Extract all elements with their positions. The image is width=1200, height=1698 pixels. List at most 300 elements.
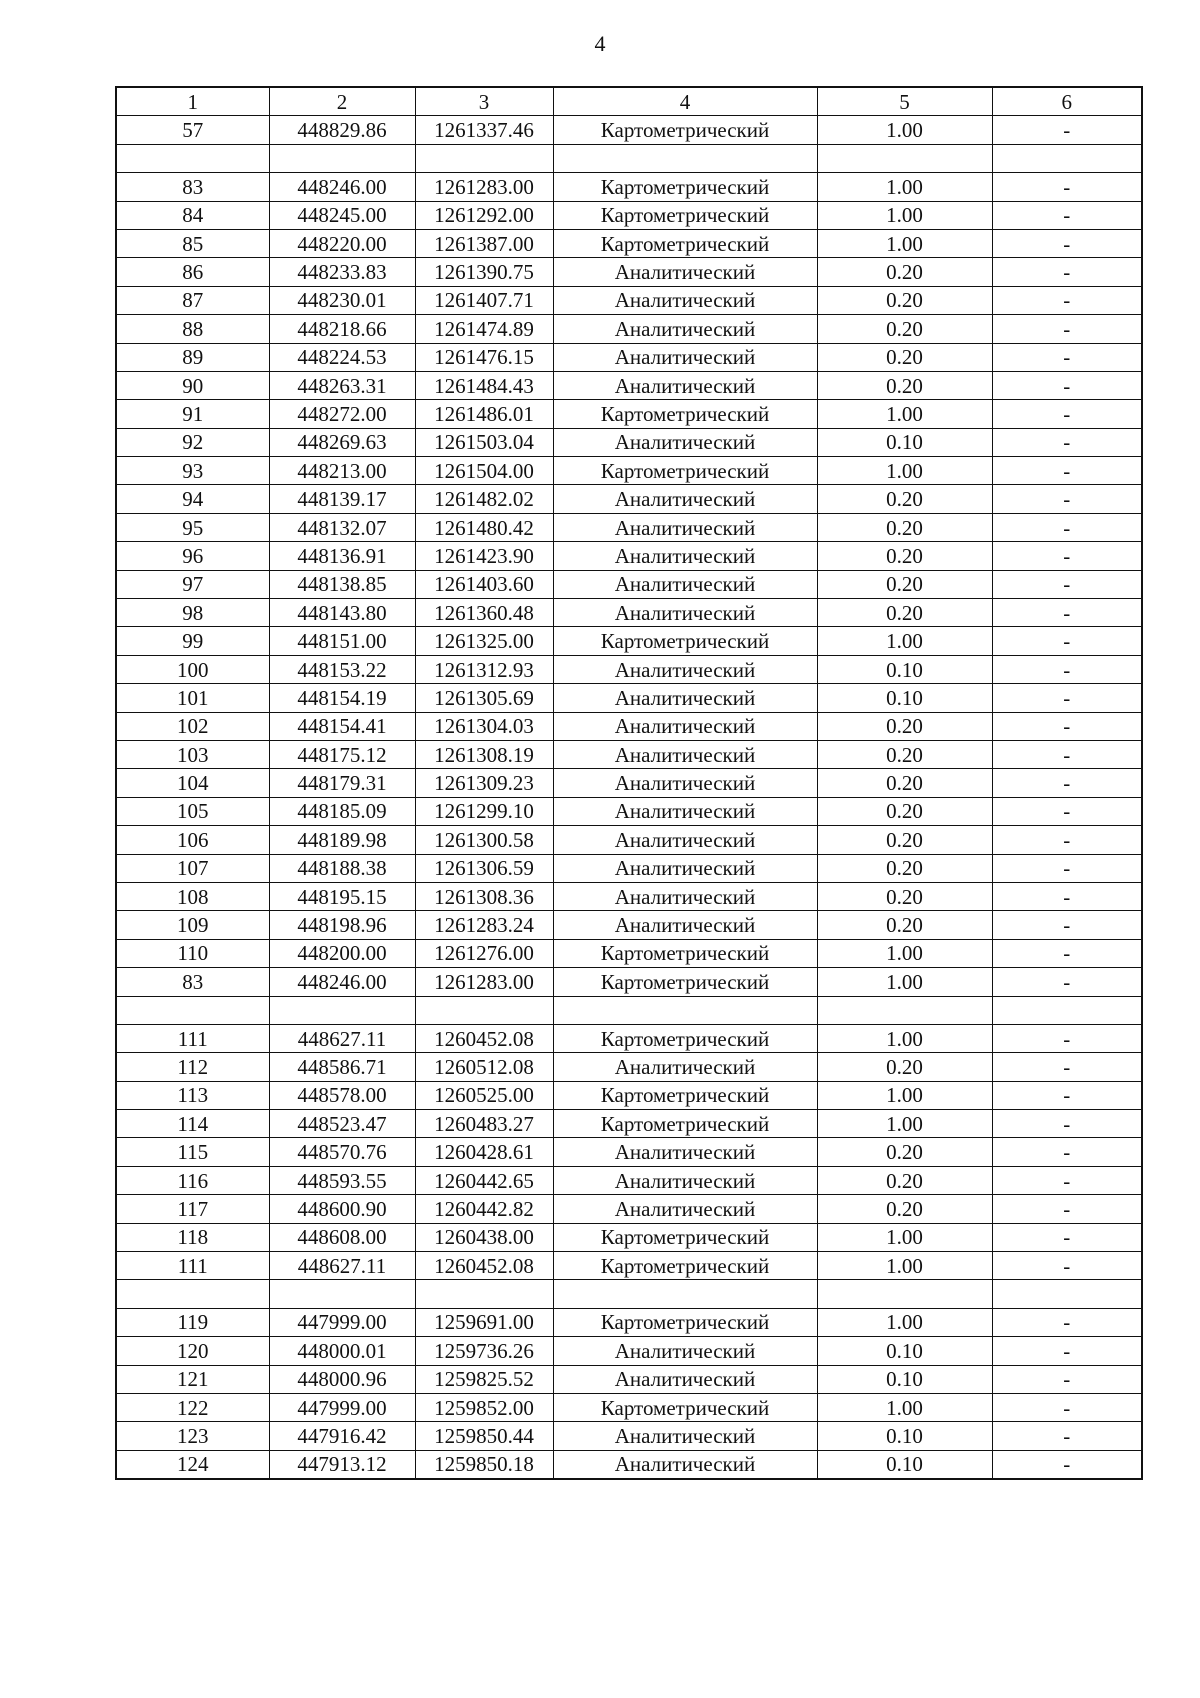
cell-point-number: 123	[116, 1422, 269, 1450]
table-row	[116, 116, 1142, 144]
cell-accuracy: 0.20	[817, 570, 992, 598]
cell-note: -	[992, 1450, 1142, 1479]
cell-method: Аналитический	[553, 428, 817, 456]
cell-x-coordinate: 448195.15	[269, 882, 415, 910]
cell-x-coordinate	[269, 996, 415, 1024]
table-row	[116, 371, 1142, 399]
table-row	[116, 457, 1142, 485]
cell-point-number: 90	[116, 371, 269, 399]
cell-point-number: 96	[116, 542, 269, 570]
cell-y-coordinate: 1261387.00	[415, 229, 553, 257]
cell-x-coordinate: 448269.63	[269, 428, 415, 456]
cell-y-coordinate: 1260452.08	[415, 1024, 553, 1052]
cell-y-coordinate: 1260442.82	[415, 1195, 553, 1223]
cell-note: -	[992, 315, 1142, 343]
cell-x-coordinate: 447913.12	[269, 1450, 415, 1479]
cell-x-coordinate: 448213.00	[269, 457, 415, 485]
cell-note: -	[992, 400, 1142, 428]
cell-note: -	[992, 684, 1142, 712]
cell-point-number: 95	[116, 513, 269, 541]
cell-point-number: 105	[116, 797, 269, 825]
table-row	[116, 968, 1142, 996]
cell-y-coordinate: 1261292.00	[415, 201, 553, 229]
cell-method: Аналитический	[553, 712, 817, 740]
cell-method: Картометрический	[553, 1081, 817, 1109]
table-row	[116, 911, 1142, 939]
cell-method: Аналитический	[553, 1450, 817, 1479]
cell-note: -	[992, 1024, 1142, 1052]
cell-accuracy	[817, 144, 992, 172]
table-separator-row	[116, 996, 1142, 1024]
cell-accuracy: 0.20	[817, 1166, 992, 1194]
cell-x-coordinate: 448627.11	[269, 1252, 415, 1280]
cell-note: -	[992, 1138, 1142, 1166]
cell-x-coordinate: 448175.12	[269, 740, 415, 768]
cell-accuracy: 1.00	[817, 400, 992, 428]
cell-y-coordinate: 1261283.24	[415, 911, 553, 939]
cell-x-coordinate: 448185.09	[269, 797, 415, 825]
cell-method: Картометрический	[553, 457, 817, 485]
cell-y-coordinate: 1260525.00	[415, 1081, 553, 1109]
cell-y-coordinate: 1261337.46	[415, 116, 553, 144]
cell-accuracy: 0.20	[817, 769, 992, 797]
cell-method: Картометрический	[553, 201, 817, 229]
cell-note: -	[992, 1365, 1142, 1393]
cell-method: Аналитический	[553, 570, 817, 598]
cell-note: -	[992, 1393, 1142, 1421]
cell-x-coordinate: 448246.00	[269, 173, 415, 201]
cell-method: Аналитический	[553, 513, 817, 541]
table-row	[116, 513, 1142, 541]
cell-x-coordinate: 448586.71	[269, 1053, 415, 1081]
cell-note: -	[992, 229, 1142, 257]
cell-accuracy: 1.00	[817, 1024, 992, 1052]
cell-note: -	[992, 854, 1142, 882]
table-row	[116, 769, 1142, 797]
cell-accuracy: 0.20	[817, 1195, 992, 1223]
table-row	[116, 400, 1142, 428]
header-cell-3: 3	[415, 87, 553, 116]
cell-note: -	[992, 769, 1142, 797]
cell-y-coordinate: 1261480.42	[415, 513, 553, 541]
cell-note: -	[992, 1337, 1142, 1365]
cell-accuracy: 0.20	[817, 797, 992, 825]
cell-method: Картометрический	[553, 939, 817, 967]
table-row	[116, 627, 1142, 655]
cell-accuracy: 0.10	[817, 428, 992, 456]
cell-accuracy: 0.20	[817, 542, 992, 570]
cell-accuracy: 1.00	[817, 1393, 992, 1421]
cell-y-coordinate: 1261308.19	[415, 740, 553, 768]
cell-x-coordinate: 448189.98	[269, 826, 415, 854]
cell-method: Аналитический	[553, 371, 817, 399]
cell-y-coordinate: 1261476.15	[415, 343, 553, 371]
cell-y-coordinate: 1260438.00	[415, 1223, 553, 1251]
cell-y-coordinate: 1261325.00	[415, 627, 553, 655]
cell-x-coordinate: 448154.41	[269, 712, 415, 740]
table-row	[116, 570, 1142, 598]
cell-accuracy: 1.00	[817, 229, 992, 257]
cell-point-number: 111	[116, 1252, 269, 1280]
cell-y-coordinate: 1261403.60	[415, 570, 553, 598]
cell-note: -	[992, 1422, 1142, 1450]
cell-x-coordinate: 448593.55	[269, 1166, 415, 1194]
cell-x-coordinate: 448570.76	[269, 1138, 415, 1166]
table-row	[116, 485, 1142, 513]
cell-method: Картометрический	[553, 1024, 817, 1052]
cell-accuracy: 0.20	[817, 911, 992, 939]
cell-point-number: 83	[116, 968, 269, 996]
cell-x-coordinate: 448600.90	[269, 1195, 415, 1223]
table-row	[116, 315, 1142, 343]
cell-method: Аналитический	[553, 854, 817, 882]
cell-point-number: 114	[116, 1110, 269, 1138]
cell-accuracy: 1.00	[817, 627, 992, 655]
table-row	[116, 1422, 1142, 1450]
cell-point-number: 122	[116, 1393, 269, 1421]
cell-x-coordinate: 448218.66	[269, 315, 415, 343]
cell-y-coordinate: 1261484.43	[415, 371, 553, 399]
cell-accuracy: 0.20	[817, 286, 992, 314]
cell-method: Аналитический	[553, 1053, 817, 1081]
cell-y-coordinate: 1261304.03	[415, 712, 553, 740]
cell-accuracy: 0.20	[817, 485, 992, 513]
cell-y-coordinate: 1261309.23	[415, 769, 553, 797]
cell-y-coordinate: 1261390.75	[415, 258, 553, 286]
cell-method	[553, 1280, 817, 1308]
cell-x-coordinate: 448151.00	[269, 627, 415, 655]
cell-note: -	[992, 371, 1142, 399]
cell-accuracy: 0.20	[817, 1138, 992, 1166]
cell-y-coordinate: 1259825.52	[415, 1365, 553, 1393]
cell-x-coordinate: 448233.83	[269, 258, 415, 286]
cell-y-coordinate: 1261407.71	[415, 286, 553, 314]
cell-note: -	[992, 740, 1142, 768]
cell-note: -	[992, 116, 1142, 144]
cell-point-number: 115	[116, 1138, 269, 1166]
cell-method: Картометрический	[553, 1252, 817, 1280]
cell-method: Аналитический	[553, 286, 817, 314]
table-separator-row	[116, 144, 1142, 172]
cell-point-number: 124	[116, 1450, 269, 1479]
cell-y-coordinate: 1259691.00	[415, 1308, 553, 1336]
cell-method: Аналитический	[553, 1337, 817, 1365]
table-row	[116, 1110, 1142, 1138]
cell-x-coordinate: 448200.00	[269, 939, 415, 967]
cell-note: -	[992, 258, 1142, 286]
cell-point-number: 119	[116, 1308, 269, 1336]
cell-accuracy: 1.00	[817, 1081, 992, 1109]
cell-point-number: 108	[116, 882, 269, 910]
cell-y-coordinate: 1261312.93	[415, 655, 553, 683]
cell-point-number: 97	[116, 570, 269, 598]
cell-x-coordinate: 448000.96	[269, 1365, 415, 1393]
cell-point-number	[116, 1280, 269, 1308]
cell-x-coordinate: 447999.00	[269, 1393, 415, 1421]
table-row	[116, 1024, 1142, 1052]
cell-note: -	[992, 485, 1142, 513]
cell-point-number: 103	[116, 740, 269, 768]
cell-accuracy: 1.00	[817, 1252, 992, 1280]
table-row	[116, 882, 1142, 910]
cell-y-coordinate: 1261423.90	[415, 542, 553, 570]
cell-accuracy	[817, 996, 992, 1024]
cell-accuracy: 0.20	[817, 315, 992, 343]
cell-method: Аналитический	[553, 1166, 817, 1194]
cell-x-coordinate	[269, 1280, 415, 1308]
cell-point-number: 121	[116, 1365, 269, 1393]
cell-method: Картометрический	[553, 1110, 817, 1138]
cell-y-coordinate: 1261308.36	[415, 882, 553, 910]
cell-y-coordinate: 1260428.61	[415, 1138, 553, 1166]
table-row	[116, 655, 1142, 683]
cell-note	[992, 144, 1142, 172]
cell-note: -	[992, 797, 1142, 825]
cell-method: Аналитический	[553, 797, 817, 825]
cell-y-coordinate: 1261300.58	[415, 826, 553, 854]
cell-note: -	[992, 599, 1142, 627]
table-row	[116, 173, 1142, 201]
cell-x-coordinate: 448138.85	[269, 570, 415, 598]
cell-accuracy: 0.20	[817, 712, 992, 740]
cell-point-number: 106	[116, 826, 269, 854]
table-row	[116, 1365, 1142, 1393]
table-row	[116, 854, 1142, 882]
cell-point-number: 101	[116, 684, 269, 712]
table-row	[116, 939, 1142, 967]
cell-y-coordinate: 1261504.00	[415, 457, 553, 485]
cell-method: Аналитический	[553, 769, 817, 797]
header-cell-4: 4	[553, 87, 817, 116]
cell-y-coordinate: 1259850.18	[415, 1450, 553, 1479]
cell-method: Аналитический	[553, 740, 817, 768]
cell-method: Аналитический	[553, 315, 817, 343]
cell-point-number: 111	[116, 1024, 269, 1052]
cell-x-coordinate: 448179.31	[269, 769, 415, 797]
cell-accuracy: 0.20	[817, 740, 992, 768]
cell-accuracy: 1.00	[817, 939, 992, 967]
cell-y-coordinate: 1259850.44	[415, 1422, 553, 1450]
table-row	[116, 1138, 1142, 1166]
cell-point-number: 84	[116, 201, 269, 229]
table-row	[116, 1393, 1142, 1421]
cell-method: Аналитический	[553, 655, 817, 683]
cell-x-coordinate: 448246.00	[269, 968, 415, 996]
cell-method: Аналитический	[553, 343, 817, 371]
table-row	[116, 201, 1142, 229]
cell-accuracy: 0.20	[817, 258, 992, 286]
cell-note: -	[992, 1195, 1142, 1223]
cell-accuracy: 1.00	[817, 1308, 992, 1336]
cell-point-number: 112	[116, 1053, 269, 1081]
table-separator-row	[116, 1280, 1142, 1308]
cell-note: -	[992, 343, 1142, 371]
cell-point-number	[116, 996, 269, 1024]
cell-y-coordinate: 1260483.27	[415, 1110, 553, 1138]
cell-note: -	[992, 1252, 1142, 1280]
cell-y-coordinate: 1261503.04	[415, 428, 553, 456]
cell-method: Аналитический	[553, 542, 817, 570]
table-row	[116, 1223, 1142, 1251]
cell-point-number: 94	[116, 485, 269, 513]
cell-method: Аналитический	[553, 882, 817, 910]
cell-x-coordinate: 448230.01	[269, 286, 415, 314]
cell-y-coordinate	[415, 996, 553, 1024]
cell-method: Аналитический	[553, 1365, 817, 1393]
cell-note: -	[992, 911, 1142, 939]
cell-point-number: 91	[116, 400, 269, 428]
cell-point-number: 107	[116, 854, 269, 882]
cell-point-number: 109	[116, 911, 269, 939]
table-row	[116, 1252, 1142, 1280]
header-cell-1: 1	[116, 87, 269, 116]
cell-accuracy: 1.00	[817, 457, 992, 485]
cell-accuracy: 1.00	[817, 116, 992, 144]
table-row	[116, 826, 1142, 854]
cell-note: -	[992, 712, 1142, 740]
cell-method: Картометрический	[553, 1308, 817, 1336]
cell-point-number: 99	[116, 627, 269, 655]
cell-note: -	[992, 542, 1142, 570]
cell-x-coordinate: 448136.91	[269, 542, 415, 570]
cell-x-coordinate: 448245.00	[269, 201, 415, 229]
table-row	[116, 229, 1142, 257]
cell-note: -	[992, 457, 1142, 485]
cell-accuracy: 0.10	[817, 684, 992, 712]
table-row	[116, 542, 1142, 570]
table-row	[116, 712, 1142, 740]
cell-method: Аналитический	[553, 485, 817, 513]
cell-accuracy: 0.10	[817, 1422, 992, 1450]
table-body	[116, 87, 1142, 1479]
cell-accuracy: 0.10	[817, 655, 992, 683]
page-number: 4	[594, 31, 606, 56]
cell-y-coordinate: 1261486.01	[415, 400, 553, 428]
cell-method: Аналитический	[553, 911, 817, 939]
cell-method	[553, 144, 817, 172]
cell-y-coordinate: 1261306.59	[415, 854, 553, 882]
cell-y-coordinate: 1260512.08	[415, 1053, 553, 1081]
cell-y-coordinate: 1259736.26	[415, 1337, 553, 1365]
cell-note: -	[992, 1223, 1142, 1251]
cell-x-coordinate: 448139.17	[269, 485, 415, 513]
table-row	[116, 1337, 1142, 1365]
cell-x-coordinate: 448000.01	[269, 1337, 415, 1365]
cell-note: -	[992, 655, 1142, 683]
cell-point-number: 87	[116, 286, 269, 314]
cell-method: Аналитический	[553, 684, 817, 712]
cell-point-number: 57	[116, 116, 269, 144]
cell-note: -	[992, 939, 1142, 967]
cell-accuracy: 0.20	[817, 343, 992, 371]
cell-accuracy: 0.20	[817, 854, 992, 882]
cell-accuracy: 0.20	[817, 1053, 992, 1081]
cell-note: -	[992, 570, 1142, 598]
cell-note: -	[992, 173, 1142, 201]
table-row	[116, 599, 1142, 627]
cell-y-coordinate: 1261482.02	[415, 485, 553, 513]
table-row	[116, 428, 1142, 456]
table-row	[116, 740, 1142, 768]
cell-point-number: 113	[116, 1081, 269, 1109]
cell-x-coordinate: 448578.00	[269, 1081, 415, 1109]
cell-accuracy: 1.00	[817, 173, 992, 201]
cell-x-coordinate: 448272.00	[269, 400, 415, 428]
cell-accuracy: 1.00	[817, 201, 992, 229]
cell-note	[992, 1280, 1142, 1308]
cell-accuracy: 0.20	[817, 882, 992, 910]
cell-x-coordinate: 448154.19	[269, 684, 415, 712]
cell-accuracy: 1.00	[817, 968, 992, 996]
cell-method: Картометрический	[553, 400, 817, 428]
cell-method: Аналитический	[553, 826, 817, 854]
cell-note: -	[992, 1166, 1142, 1194]
cell-x-coordinate: 448220.00	[269, 229, 415, 257]
header-cell-5: 5	[817, 87, 992, 116]
coordinates-table	[115, 86, 1143, 1480]
cell-note: -	[992, 1053, 1142, 1081]
cell-point-number	[116, 144, 269, 172]
cell-accuracy: 1.00	[817, 1223, 992, 1251]
cell-point-number: 110	[116, 939, 269, 967]
cell-x-coordinate: 448263.31	[269, 371, 415, 399]
cell-y-coordinate: 1261276.00	[415, 939, 553, 967]
cell-x-coordinate: 448153.22	[269, 655, 415, 683]
cell-point-number: 120	[116, 1337, 269, 1365]
cell-x-coordinate: 448132.07	[269, 513, 415, 541]
cell-y-coordinate: 1261299.10	[415, 797, 553, 825]
cell-method: Аналитический	[553, 599, 817, 627]
cell-point-number: 118	[116, 1223, 269, 1251]
table-row	[116, 1195, 1142, 1223]
cell-y-coordinate: 1260452.08	[415, 1252, 553, 1280]
cell-method: Картометрический	[553, 627, 817, 655]
cell-method: Аналитический	[553, 1195, 817, 1223]
cell-y-coordinate: 1259852.00	[415, 1393, 553, 1421]
cell-method: Аналитический	[553, 1138, 817, 1166]
cell-y-coordinate	[415, 144, 553, 172]
cell-point-number: 86	[116, 258, 269, 286]
cell-y-coordinate: 1261360.48	[415, 599, 553, 627]
header-row	[116, 87, 1142, 116]
cell-note	[992, 996, 1142, 1024]
cell-note: -	[992, 968, 1142, 996]
table-row	[116, 684, 1142, 712]
cell-method: Картометрический	[553, 173, 817, 201]
cell-note: -	[992, 882, 1142, 910]
cell-x-coordinate: 448523.47	[269, 1110, 415, 1138]
cell-point-number: 98	[116, 599, 269, 627]
cell-x-coordinate: 448608.00	[269, 1223, 415, 1251]
table-row	[116, 343, 1142, 371]
cell-point-number: 93	[116, 457, 269, 485]
cell-point-number: 116	[116, 1166, 269, 1194]
cell-y-coordinate	[415, 1280, 553, 1308]
cell-point-number: 100	[116, 655, 269, 683]
table-row	[116, 258, 1142, 286]
cell-x-coordinate: 448627.11	[269, 1024, 415, 1052]
cell-accuracy: 0.20	[817, 599, 992, 627]
cell-accuracy: 1.00	[817, 1110, 992, 1138]
cell-point-number: 104	[116, 769, 269, 797]
table-row	[116, 1450, 1142, 1479]
cell-x-coordinate: 447999.00	[269, 1308, 415, 1336]
cell-note: -	[992, 428, 1142, 456]
cell-y-coordinate: 1261283.00	[415, 968, 553, 996]
cell-note: -	[992, 513, 1142, 541]
table-row	[116, 286, 1142, 314]
cell-x-coordinate: 448224.53	[269, 343, 415, 371]
